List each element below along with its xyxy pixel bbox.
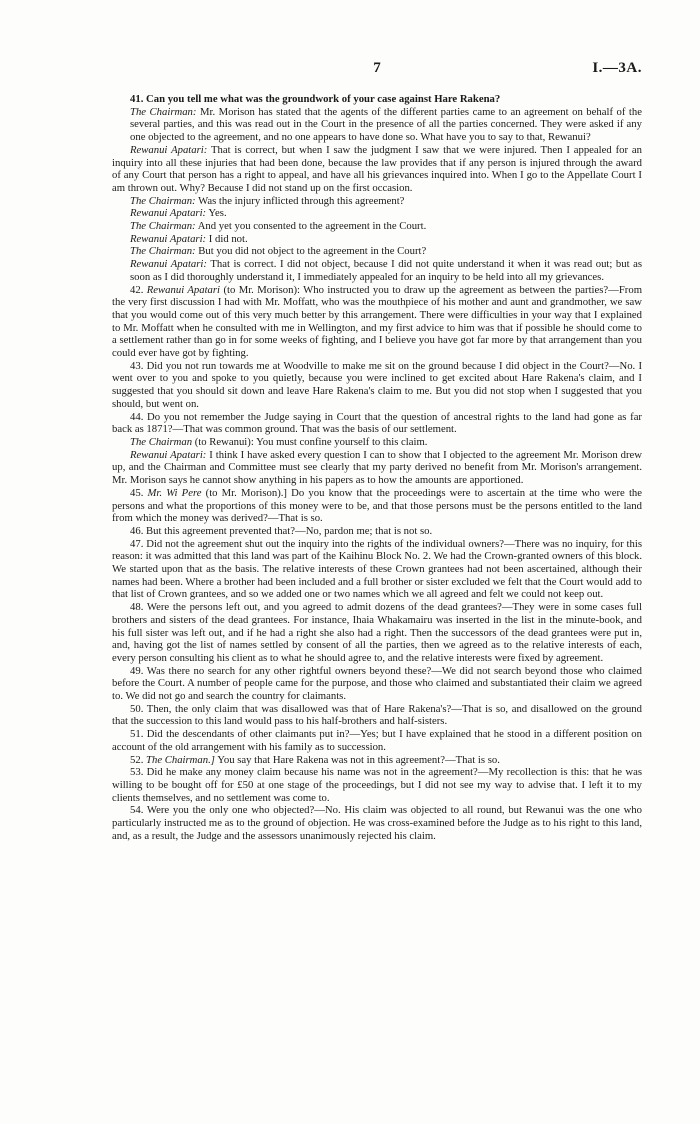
paragraph: Rewanui Apatari: I did not. bbox=[130, 232, 248, 245]
question-42: 42. Rewanui Apatari (to Mr. Morison): Who instructed you to draw up the agreement as between the parties?—From the very first discussion I had with Mr. Moffatt, who was the mouthpiece of his mother and aunt and grandmother, we saw that you would come out of this very much better by this arrangement. There were difficulties in your way that I explained to Mr. Moffatt when he consulted with me in Wellington, and my first advice to him was that if possible he should come to a settlement rather than go in for some weeks of fighting, and I believe you have got far more by that arrangement than you could ever have got by fighting. bbox=[112, 283, 643, 360]
speaker: The Chairman.] bbox=[146, 753, 215, 766]
question-51: 51. Did the descendants of other claimants put in?—Yes; but I have explained that he stood in a different position on account of the old arrangement with his family as to succession. bbox=[112, 728, 642, 753]
speaker: Mr. Wi Pere bbox=[147, 486, 202, 499]
paragraph: Rewanui Apatari: That is correct. I did not object, because I did not quite understand it when it was read out; but as soon as I did thoroughly understand it, I immediately appealed for an inquiry to be held into all my grievances. bbox=[130, 258, 642, 283]
speaker: The Chairman bbox=[130, 435, 193, 448]
question-54: 54. Were you the only one who objected?—No. His claim was objected to all round, but Rewanui was the one who particularly instructed me as to the ground of objection. He was cross-examined before the Judge as to his right to this land, and, as a result, the Judge and the assessors unanimously rejected his claim. bbox=[112, 804, 642, 842]
speaker: Rewanui Apatari: bbox=[130, 207, 207, 220]
question-52: 52. The Chairman.] You say that Hare Rakena was not in this agreement?—That is so. bbox=[130, 753, 500, 766]
question-45: 45. Mr. Wi Pere (to Mr. Morison).] Do you know that the proceedings were to ascertain at the time who were the persons and what the proportions of this money were to be, and that those persons must be the persons entitled to the land from which the money was derived?—That is so. bbox=[112, 486, 643, 525]
question-46: 46. But this agreement prevented that?—No, pardon me; that is not so. bbox=[130, 524, 433, 537]
question-41: 41. Can you tell me what was the groundwork of your case against Hare Rakena? bbox=[130, 93, 501, 105]
question-50: 50. Then, the only claim that was disallowed was that of Hare Rakena's?—That is so, and disallowed on the ground that the succession to this land would pass to his half-brothers and half-sisters. bbox=[112, 702, 642, 728]
page-header bbox=[112, 60, 642, 80]
speaker: The Chairman: bbox=[130, 194, 196, 207]
speaker: The Chairman: bbox=[130, 105, 197, 118]
speaker: Rewanui Apatari: bbox=[130, 232, 207, 245]
question-47: 47. Did not the agreement shut out the inquiry into the rights of the individual owners?—There was no inquiry, for this reason: it was admitted that this land was part of the Kaihinu Block No. 2. We had the Crown-granted owners of this block. We started upon that as the basis. The relative interests of these Crown grantees had not been ascertained, although their names had been. Where a brother had been included and a full brother or sister excluded we felt that the Court would add to that list of Crown grantees, and so we added one or two names which we all agreed and felt we could not keep out. bbox=[112, 537, 642, 601]
question-44: 44. Do you not remember the Judge saying in Court that the question of ancestral rights to the land had gone as far back as 1871?—That was common ground. That was the basis of our settlement. bbox=[112, 410, 642, 436]
speaker: The Chairman: bbox=[130, 245, 196, 258]
paragraph: Rewanui Apatari: I think I have asked every question I can to show that I objected to the agreement Mr. Morison drew up, and the Chairman and Committee must see clearly that my party derived no benefit from Mr. Morison's arrangement. Mr. Morison says he cannot show anything in his papers as to how the amounts are apportioned. bbox=[112, 448, 642, 487]
paragraph: The Chairman (to Rewanui): You must confine yourself to this claim. bbox=[130, 435, 428, 448]
speaker: Rewanui Apatari bbox=[146, 283, 221, 296]
paragraph: The Chairman: And yet you consented to the agreement in the Court. bbox=[130, 220, 427, 233]
speaker: Rewanui Apatari: bbox=[130, 143, 208, 156]
question-49: 49. Was there no search for any other rightful owners beyond these?—We did not search beyond those who claimed before the Court. A number of people came for the purpose, and those who claimed and substantiated their claim we agreed to. We did not go and search the country for claimants. bbox=[112, 664, 642, 703]
paragraph: Rewanui Apatari: Yes. bbox=[130, 207, 227, 220]
paragraph: The Chairman: Was the injury inflicted through this agreement? bbox=[130, 194, 405, 207]
paragraph: The Chairman: But you did not object to the agreement in the Court? bbox=[130, 245, 427, 258]
body-text bbox=[112, 93, 642, 842]
question-43: 43. Did you not run towards me at Woodville to make me sit on the ground because I did object in the Court?—No. I went over to you and spoke to you quietly, because you were inclined to get excited about Hare Rakena's claim, and I suggested that you should sit down and leave Hare Rakena's claim to me. But you did not stop when I suggested that you should, but went on. bbox=[112, 359, 642, 410]
question-48: 48. Were the persons left out, and you agreed to admit dozens of the dead grantees?—They were in some cases full brothers and sisters of the dead grantees. For instance, Ihaia Whakamairu was inserted in the list in the minute-book, and his full sister was left out, and if he had a right she also had a right. Then the successors of the dead grantees were put in, and, having got the list of names settled by consent of all the parties, then we agreed as to the relative interests of each, every person consulting his client as to what he should agree to, and the relative interests were fixed by agreement. bbox=[112, 601, 642, 664]
page-number: 7 bbox=[373, 60, 381, 76]
speaker: The Chairman: bbox=[130, 220, 196, 233]
paragraph: The Chairman: Mr. Morison has stated that the agents of the different parties came to an agreement on behalf of the several parties, and this was read out in the Court in the presence of all the parties concerned. They were asked if any one objected to the agreement, and no one appears to have done so. What have you to say to that, Rewanui? bbox=[130, 105, 642, 144]
document-reference: I.—3A. bbox=[592, 60, 642, 76]
question-53: 53. Did he make any money claim because his name was not in the agreement?—My recollection is this: that he was willing to be bought off for £50 at one stage of the proceedings, but I did not see my way to advise that. I left it to my clients themselves, and no settlement was come to. bbox=[112, 766, 642, 804]
paragraph: Rewanui Apatari: That is correct, but when I saw the judgment I saw that we were injured. Then I appealed for an inquiry into all these injuries that had been done, because the law provides that if any person is injured through the award of any Court that person has a right to appeal, and have all his grievances inquired into. When I go to the Appellate Court I am thrown out. Why? Because I did not stand up on the first occasion. bbox=[112, 143, 642, 194]
speaker: Rewanui Apatari: bbox=[130, 448, 207, 461]
speaker: Rewanui Apatari: bbox=[130, 258, 207, 271]
